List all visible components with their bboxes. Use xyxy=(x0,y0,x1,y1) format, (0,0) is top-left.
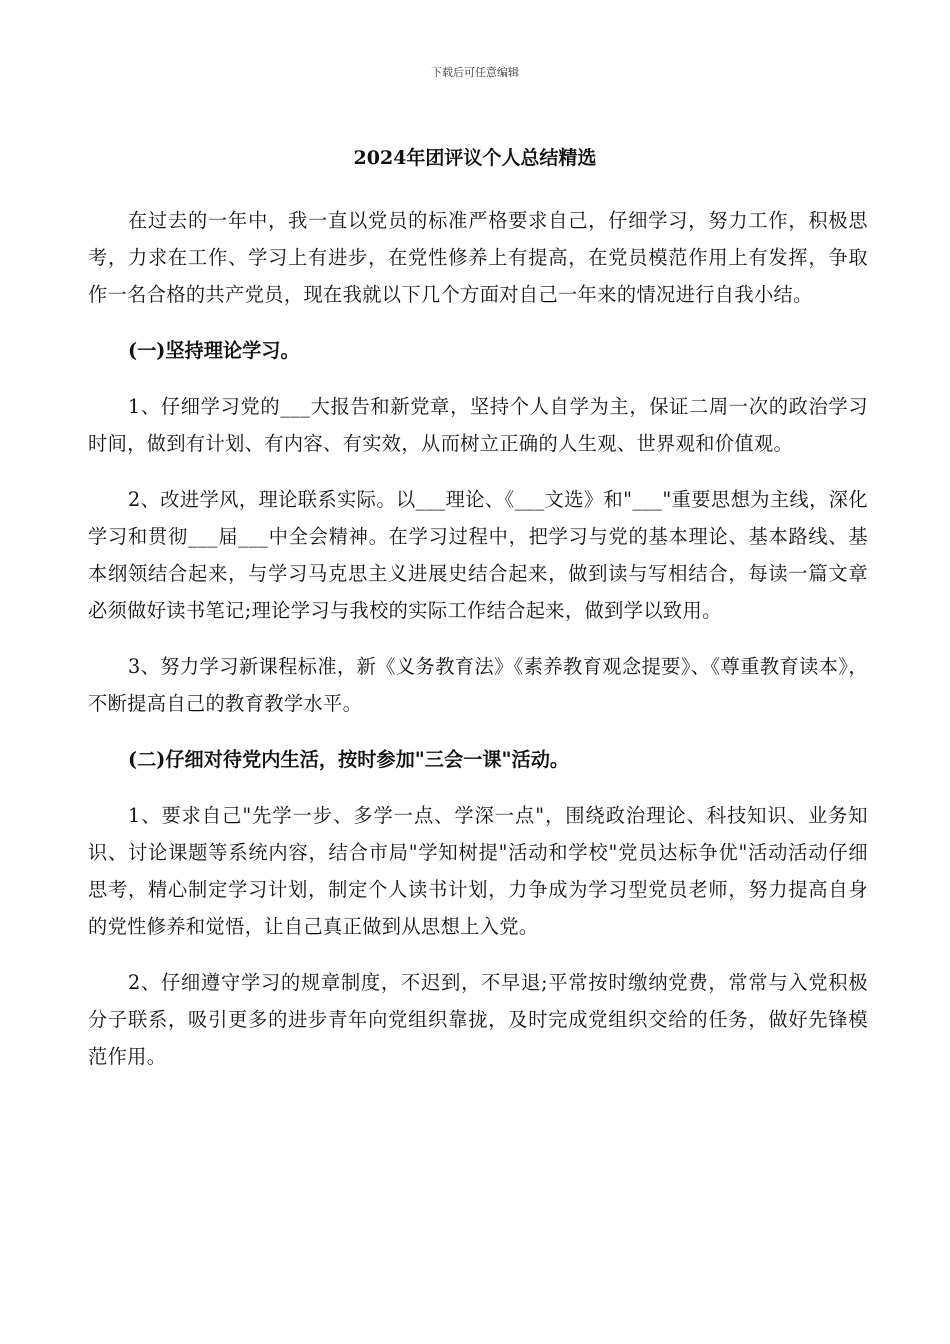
section-2-heading: (二)仔细对待党内生活，按时参加"三会一课"活动。 xyxy=(128,748,570,771)
section-1-paragraph-3: 3、努力学习新课程标准，新《义务教育法》《素养教育观念提要》、《尊重教育读本》，不断提高自己的教育教学水平。 xyxy=(88,655,868,715)
section-1-heading: (一)坚持理论学习。 xyxy=(128,339,300,362)
section-1-paragraph-2: 2、改进学风，理论联系实际。以___理论、《___文选》和"___"重要思想为主线，深化学习和贯彻___届___中全会精神。在学习过程中，把学习与党的基本理论、基本路线、基本纲领结合起来，与学习马克思主义进展史结合起来，做到读与写相结合，每读一篇文章必须做好读书笔记;理论学习与我校的实际工作结合起来，做到学以致用。 xyxy=(88,488,868,622)
header-note: 下载后可任意编辑 xyxy=(431,66,519,79)
section-2-paragraph-1: 1、要求自己"先学一步、多学一点、学深一点"，围绕政治理论、科技知识、业务知识、讨论课题等系统内容，结合市局"学知树提"活动和学校"党员达标争优"活动活动仔细思考，精心制定学习计划，制定个人读书计划，力争成为学习型党员老师，努力提高自身的党性修养和觉悟，让自己真正做到从思想上入党。 xyxy=(88,804,868,938)
document-title: 2024年团评议个人总结精选 xyxy=(353,147,597,169)
section-2-paragraph-2: 2、仔细遵守学习的规章制度，不迟到，不早退;平常按时缴纳党费，常常与入党积极分子联系，吸引更多的进步青年向党组织靠拢，及时完成党组织交给的任务，做好先锋模范作用。 xyxy=(88,971,868,1068)
intro-paragraph: 在过去的一年中，我一直以党员的标准严格要求自己，仔细学习，努力工作，积极思考，力求在工作、学习上有进步，在党性修养上有提高，在党员模范作用上有发挥，争取作一名合格的共产党员，现在我就以下几个方面对自己一年来的情况进行自我小结。 xyxy=(88,209,868,306)
document-body xyxy=(88,202,868,1094)
section-1-paragraph-1: 1、仔细学习党的___大报告和新党章，坚持个人自学为主，保证二周一次的政治学习时间，做到有计划、有内容、有实效，从而树立正确的人生观、世界观和价值观。 xyxy=(88,395,868,455)
